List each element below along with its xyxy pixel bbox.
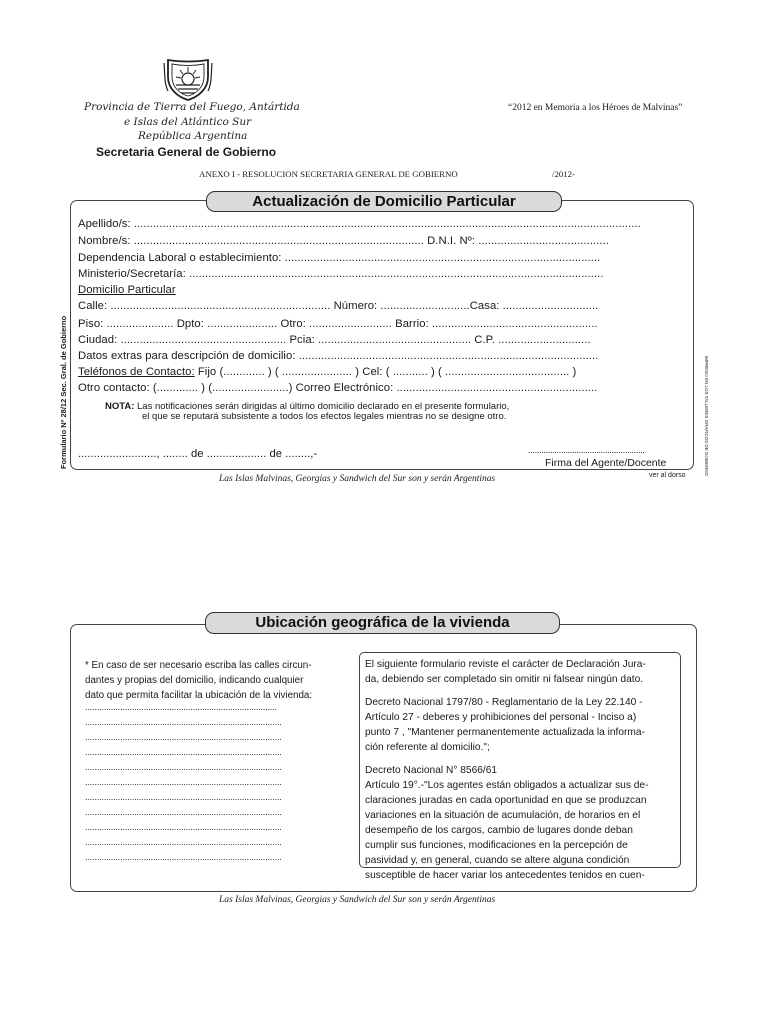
legal-line: da, debiendo ser completado sin omitir ni falsear ningún dato.	[365, 674, 644, 685]
province-line-3: República Argentina	[138, 130, 248, 142]
signature-line[interactable]: .....................................................	[528, 445, 645, 455]
domicilio-form-title: Actualización de Domicilio Particular	[206, 191, 562, 212]
legal-spacer	[365, 687, 677, 695]
legal-line: Artículo 19°.-"Los agentes están obligados a actualizar sus de-	[365, 780, 649, 791]
talleres-side-label: IMPRESO EN LOS TALLERES GRAFICOS DE GOBIERNO	[704, 356, 709, 477]
calle-numero-casa-field[interactable]: Calle: ..................................................................... Número: ............................Casa: ..............................	[78, 300, 599, 312]
ubicacion-line-6[interactable]: ....................................................................................	[85, 777, 282, 788]
date-line[interactable]: ........................., ........ de ................... de ........,-	[78, 448, 318, 460]
ubicacion-form-title: Ubicación geográfica de la vivienda	[205, 612, 560, 634]
legal-line: El siguiente formulario reviste el carácter de Declaración Jura-	[365, 659, 646, 670]
telefonos-field[interactable]: Fijo (............. ) ( ...................... ) Cel: ( ........... ) ( ....................................... )	[197, 366, 577, 378]
ubicacion-line-4[interactable]: ....................................................................................	[85, 747, 282, 758]
ubicacion-line-5[interactable]: ....................................................................................	[85, 762, 282, 773]
ubicacion-line-10[interactable]: ....................................................................................	[85, 837, 282, 848]
province-line-2: e Islas del Atlántico Sur	[124, 116, 252, 128]
ciudad-pcia-cp-field[interactable]: Ciudad: .................................................... Pcia: ................................................ C.P. .............................	[78, 334, 591, 346]
legal-line: Artículo 27 - deberes y prohibiciones del personal - Inciso a)	[365, 712, 637, 723]
anexo-year: /2012-	[552, 169, 575, 179]
ubicacion-line-2[interactable]: ....................................................................................	[85, 717, 282, 728]
legal-line: ción referente al domicilio.";	[365, 742, 490, 753]
ubicacion-line-9[interactable]: ....................................................................................	[85, 822, 282, 833]
ubicacion-line-11[interactable]: ....................................................................................	[85, 852, 282, 863]
ubicacion-line-7[interactable]: ....................................................................................	[85, 792, 282, 803]
dependencia-field[interactable]: Dependencia Laboral o establecimiento: ...................................................................................................	[78, 252, 601, 264]
legal-spacer	[365, 755, 677, 763]
nota-text-1: Las notificaciones serán dirigidas al último domicilio declarado en el presente formulario,	[137, 401, 510, 412]
instructions-block	[85, 658, 312, 703]
legal-line: cumplir sus funciones, modificaciones en la percepción de	[365, 840, 628, 851]
legal-line: Decreto Nacional N° 8566/61	[365, 765, 498, 776]
legal-line: susceptible de hacer variar los antecedentes tenidos en cuen-	[365, 870, 645, 881]
legal-text	[365, 657, 677, 883]
instruction-line: dato que permita facilitar la ubicación de la vivienda:	[85, 690, 313, 701]
form1-footer: Las Islas Malvinas, Georgias y Sandwich del Sur son y serán Argentinas	[219, 474, 496, 484]
legal-line: variaciones en la situación de acumulación, de horarios en el	[365, 810, 641, 821]
instruction-line: dantes y propias del domicilio, indicando cualquier	[85, 675, 304, 686]
ubicacion-line-3[interactable]: ....................................................................................	[85, 732, 282, 743]
nombre-dni-field[interactable]: Nombre/s: ........................................................................................... D.N.I. Nº: .........................................	[78, 235, 609, 247]
legal-line: pasividad y, en general, cuando se altere alguna condición	[365, 855, 630, 866]
otro-contacto-correo-field[interactable]: Otro contacto: (............. ) (........................) Correo Electrónico: ...............................................................	[78, 382, 598, 394]
seal-icon	[162, 57, 214, 101]
legal-line: desempeño de los cargos, cambio de lugares donde deban	[365, 825, 633, 836]
instruction-line: * En caso de ser necesario escriba las calles circun-	[85, 660, 312, 671]
ver-dorso-label: ver al dorso	[649, 472, 686, 479]
provincial-seal	[162, 57, 214, 101]
memoria-text: “2012 en Memoria a los Héroes de Malvinas”	[508, 103, 683, 113]
piso-dpto-barrio-field[interactable]: Piso: ..................... Dpto: ...................... Otro: .......................... Barrio: ....................................................	[78, 318, 598, 330]
nota-text-2: el que se reputará subsistente a todos los efectos legales mientras no se designe otro.	[142, 411, 507, 422]
nota-label: NOTA:	[105, 401, 135, 412]
form2-footer: Las Islas Malvinas, Georgias y Sandwich del Sur son y serán Argentinas	[219, 895, 496, 905]
ministerio-field[interactable]: Ministerio/Secretaría: ..................................................................................................................................	[78, 268, 604, 280]
telefonos-label: Teléfonos de Contacto:	[78, 366, 195, 378]
domicilio-particular-heading: Domicilio Particular	[78, 284, 176, 296]
province-line-1: Provincia de Tierra del Fuego, Antártida	[84, 101, 300, 113]
legal-line: claraciones juradas en cada oportunidad en que se produzcan	[365, 795, 647, 806]
legal-line: Decreto Nacional 1797/80 - Reglamentario de la Ley 22.140 -	[365, 697, 643, 708]
ubicacion-line-8[interactable]: ....................................................................................	[85, 807, 282, 818]
ubicacion-line-1[interactable]: ..................................................................................	[85, 702, 277, 713]
apellido-field[interactable]: Apellido/s: ...............................................................................................................................................................	[78, 218, 641, 230]
telefonos-row	[78, 366, 576, 379]
legal-line: punto 7 , "Mantener permanentemente actualizada la informa-	[365, 727, 645, 738]
anexo-text: ANEXO I - RESOLUCION SECRETARIA GENERAL DE GOBIERNO	[199, 169, 458, 179]
secretaria-label: Secretaria General de Gobierno	[96, 145, 277, 159]
datos-extras-field[interactable]: Datos extras para descripción de domicilio: ..............................................................................................	[78, 350, 599, 362]
form-number-side-label: Formulario Nº 28/12 Sec. Gral. de Gobierno	[59, 315, 68, 469]
firma-label: Firma del Agente/Docente	[545, 457, 667, 469]
